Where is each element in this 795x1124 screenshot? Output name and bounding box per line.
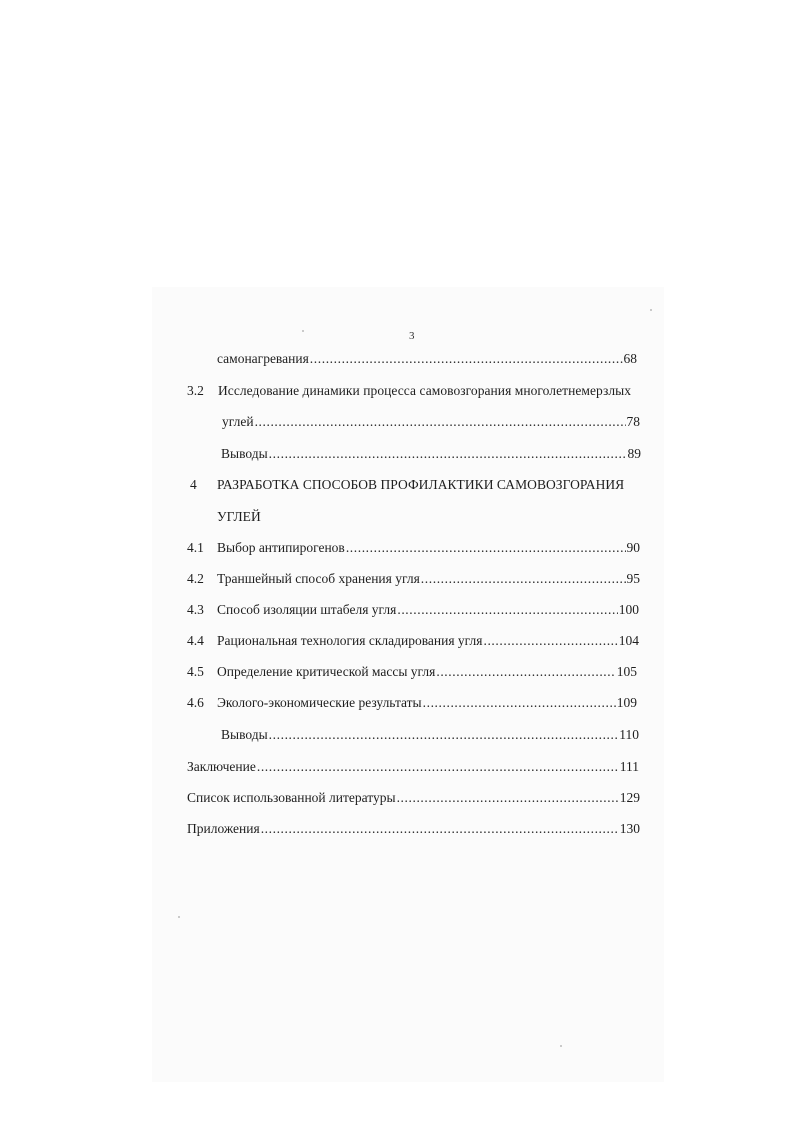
dot-leader xyxy=(397,790,619,806)
toc-entry xyxy=(217,664,637,680)
toc-entry-number: 4.3 xyxy=(187,602,204,617)
toc-entry xyxy=(217,633,639,649)
toc-entry-page: 68 xyxy=(623,351,637,366)
toc-entry-page: 78 xyxy=(626,414,640,429)
page-number: 3 xyxy=(409,330,415,342)
toc-entry-title: самонагревания xyxy=(217,351,309,366)
toc-entry-number: 4 xyxy=(190,477,197,492)
dot-leader xyxy=(255,414,626,430)
toc-entry-number: 4.4 xyxy=(187,633,204,648)
scan-speck xyxy=(302,330,304,332)
toc-entry-title: Выводы xyxy=(221,446,268,461)
toc-entry-page: 95 xyxy=(626,571,640,586)
toc-entry-page: 109 xyxy=(616,695,637,710)
toc-entry-page: 129 xyxy=(619,790,640,805)
toc-entry xyxy=(222,414,640,430)
dot-leader xyxy=(310,351,623,367)
toc-entry-title: РАЗРАБОТКА СПОСОБОВ ПРОФИЛАКТИКИ САМОВОЗГОРАНИЯ xyxy=(217,477,625,492)
dot-leader xyxy=(483,633,617,649)
dot-leader xyxy=(269,727,619,743)
toc-entry xyxy=(217,695,637,711)
toc-entry-title: Список использованной литературы xyxy=(187,790,396,805)
scanned-page xyxy=(152,287,664,1082)
toc-entry xyxy=(217,540,640,556)
dot-leader xyxy=(261,821,619,837)
toc-entry-title: Рациональная технология складирования угля xyxy=(217,633,483,648)
toc-entry xyxy=(217,351,637,367)
toc-entry xyxy=(187,790,640,806)
toc-entry-title: Выбор антипирогенов xyxy=(217,540,345,555)
scan-speck xyxy=(560,1045,562,1047)
toc-entry-number: 4.1 xyxy=(187,540,204,555)
toc-entry-number: 3.2 xyxy=(187,383,204,398)
toc-entry xyxy=(217,602,639,618)
toc-entry-title: Способ изоляции штабеля угля xyxy=(217,602,397,617)
toc-entry-number: 4.5 xyxy=(187,664,204,679)
toc-entry-page: 90 xyxy=(626,540,640,555)
toc-entry-page: 111 xyxy=(619,759,639,774)
toc-entry-title: Приложения xyxy=(187,821,260,836)
dot-leader xyxy=(421,571,626,587)
dot-leader xyxy=(423,695,616,711)
dot-leader xyxy=(269,446,627,462)
toc-entry-title: УГЛЕЙ xyxy=(217,509,261,524)
dot-leader xyxy=(397,602,617,618)
toc-entry-title: Заключение xyxy=(187,759,256,774)
toc-entry xyxy=(221,727,639,743)
toc-entry-page: 105 xyxy=(616,664,637,679)
toc-entry-page: 100 xyxy=(618,602,639,617)
toc-entry xyxy=(187,759,639,775)
dot-leader xyxy=(436,664,615,680)
toc-entry-title: Определение критической массы угля xyxy=(217,664,436,679)
scan-speck xyxy=(178,916,180,918)
toc-entry-number: 4.6 xyxy=(187,695,204,710)
toc-entry-title: Эколого-экономические результаты xyxy=(217,695,422,710)
scan-speck xyxy=(650,309,652,311)
toc-entry-page: 104 xyxy=(618,633,639,648)
toc-entry-title: Исследование динамики процесса самовозгорания многолетнемерзлых xyxy=(218,383,632,398)
dot-leader xyxy=(346,540,626,556)
toc-entry-title: Выводы xyxy=(221,727,268,742)
toc-entry-page: 130 xyxy=(619,821,640,836)
dot-leader xyxy=(257,759,619,775)
toc-entry-title: углей xyxy=(222,414,254,429)
toc-entry-title: Траншейный способ хранения угля xyxy=(217,571,420,586)
toc-entry xyxy=(217,571,640,587)
toc-entry-page: 110 xyxy=(619,727,639,742)
toc-entry-number: 4.2 xyxy=(187,571,204,586)
toc-entry xyxy=(221,446,641,462)
toc-entry-page: 89 xyxy=(627,446,641,461)
toc-entry xyxy=(187,821,640,837)
